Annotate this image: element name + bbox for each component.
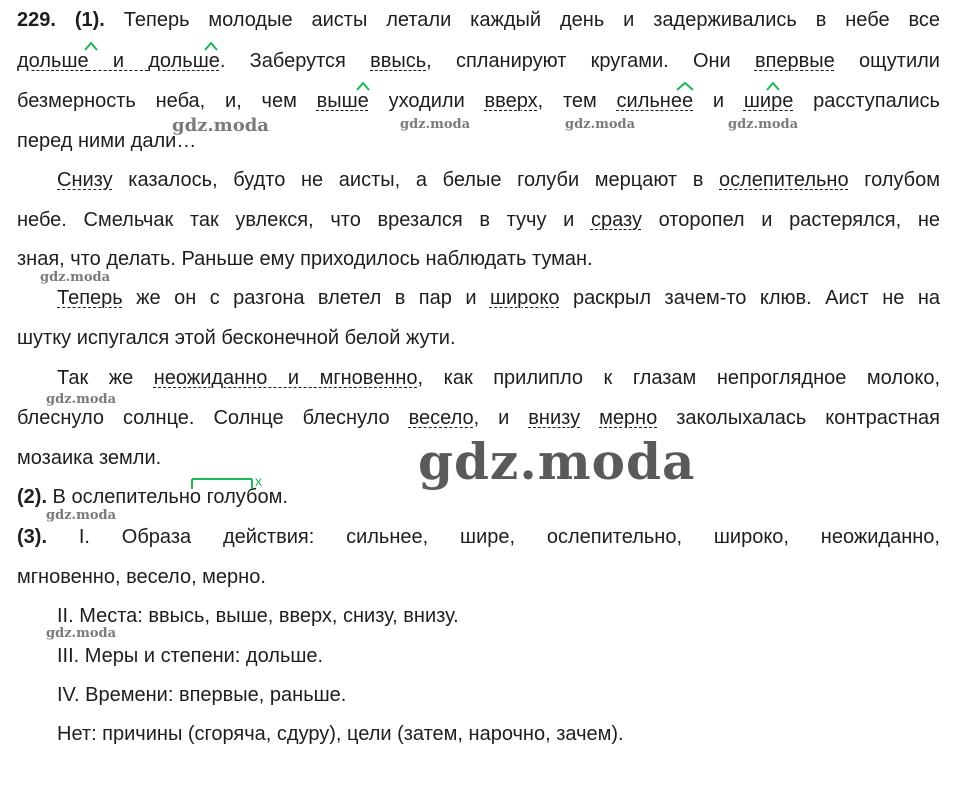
line-text xyxy=(580,407,599,429)
suffix-mark-icon xyxy=(84,41,98,51)
suffix-mark-icon xyxy=(766,81,780,91)
line-text: , и xyxy=(473,407,529,429)
suffix-mark-icon xyxy=(356,81,370,91)
text-line-1 xyxy=(17,8,940,32)
adverb-word: вверх xyxy=(484,90,538,112)
line-text: II. Места: ввысь, выше, вверх, снизу, внизу. xyxy=(57,605,459,627)
line-text: , тем xyxy=(537,90,617,112)
line-text: ощутили xyxy=(834,50,940,72)
line-text: мгновенно, весело, мерно. xyxy=(17,566,266,588)
adverb-word: весело xyxy=(408,407,474,429)
adverb-word: впервые xyxy=(754,50,835,72)
line-text: , как прилипло к глазам непроглядное молоко, xyxy=(417,367,941,389)
adverb-word: дольше xyxy=(17,50,89,72)
adverb-word: сразу xyxy=(590,209,642,231)
adverb-word: дольше xyxy=(148,50,220,72)
text-line-9 xyxy=(17,326,940,350)
adverb-word: широко xyxy=(489,287,560,309)
text-line-14 xyxy=(17,525,940,549)
text-line-15 xyxy=(17,565,940,589)
adverb-word: выше xyxy=(316,90,369,112)
watermark: gdz.moda xyxy=(46,508,117,523)
adverb-word: сильнее xyxy=(616,90,694,112)
line-text: Нет: причины (сгоряча, сдуру), цели (затем, нарочно, зачем). xyxy=(57,723,624,745)
line-text: же он с разгона влетел в пар и xyxy=(122,287,490,309)
task-part-1: (1). xyxy=(55,9,105,31)
line-text: безмерность неба, и, чем xyxy=(17,90,317,112)
line-text: голубом xyxy=(848,169,940,191)
text-line-19 xyxy=(57,722,940,746)
bracket-label: x xyxy=(255,473,262,489)
text-line-10 xyxy=(57,366,940,390)
text-line-7 xyxy=(17,247,940,271)
adverb-word: ввысь xyxy=(370,50,427,72)
watermark: gdz.moda xyxy=(46,392,117,407)
text-line-6 xyxy=(17,208,940,232)
adverb-word: ослепительно xyxy=(719,169,849,191)
suffix-mark-icon xyxy=(204,41,218,51)
adverb-word: неожиданно и мгновенно xyxy=(153,367,418,389)
text-line-3 xyxy=(17,89,940,113)
watermark-large: gdz.moda xyxy=(418,432,696,491)
text-line-17 xyxy=(57,644,940,668)
line-text: блеснуло солнце. Солнце блеснуло xyxy=(17,407,409,429)
line-text: и xyxy=(88,50,149,72)
line-text: раскрыл зачем-то клюв. Аист не на xyxy=(559,287,941,309)
watermark: gdz.moda xyxy=(728,117,799,132)
line-text: . Заберутся xyxy=(219,50,371,72)
line-text: шутку испугался этой бесконечной белой жути. xyxy=(17,327,456,349)
task-part-3: (3). xyxy=(17,526,47,548)
line-text: , спланируют кругами. Они xyxy=(426,50,755,72)
text-line-8 xyxy=(57,286,940,310)
line-text: III. Меры и степени: дольше. xyxy=(57,645,324,667)
line-text: казалось, будто не аисты, а белые голуби мерцают в xyxy=(112,169,719,191)
text-line-4 xyxy=(17,129,940,153)
watermark: gdz.moda xyxy=(40,270,111,285)
text-line-2 xyxy=(17,49,940,73)
line-text: и xyxy=(693,90,744,112)
text-line-11 xyxy=(17,406,940,430)
adverb-word: шире xyxy=(743,90,794,112)
line-text: В ослепительно голубом. xyxy=(47,486,288,508)
exercise-number: 229. xyxy=(17,9,56,31)
line-text: расступались xyxy=(793,90,940,112)
line-text: перед ними дали… xyxy=(17,130,197,152)
adverb-word: мерно xyxy=(599,407,658,429)
line-text: заколыхалась контрастная xyxy=(657,407,941,429)
line-text: Теперь молодые аисты летали каждый день и задерживались в небе все xyxy=(104,9,941,31)
adverb-word: Снизу xyxy=(57,169,113,191)
text-line-18 xyxy=(57,683,940,707)
suffix-mark-icon xyxy=(676,81,690,91)
line-text: Так же xyxy=(57,367,154,389)
text-line-5 xyxy=(57,168,940,192)
adverb-word: внизу xyxy=(528,407,581,429)
adverb-word: Теперь xyxy=(57,287,123,309)
watermark: gdz.moda xyxy=(565,117,636,132)
line-text: небе. Смельчак так увлекся, что врезался в тучу и xyxy=(17,209,591,231)
line-text: IV. Времени: впервые, раньше. xyxy=(57,684,347,706)
watermark: gdz.moda xyxy=(46,626,117,641)
line-text: зная, что делать. Раньше ему приходилось наблюдать туман. xyxy=(17,248,593,270)
line-text: уходили xyxy=(368,90,485,112)
watermark: gdz.moda xyxy=(400,117,471,132)
watermark: gdz.moda xyxy=(172,115,269,136)
line-text: оторопел и растерялся, не xyxy=(641,209,940,231)
line-text: мозаика земли. xyxy=(17,447,162,469)
task-part-2: (2). xyxy=(17,486,47,508)
text-line-16 xyxy=(57,604,940,628)
line-text: I. Образа действия: сильнее, шире, ослепительно, широко, неожиданно, xyxy=(47,526,940,548)
